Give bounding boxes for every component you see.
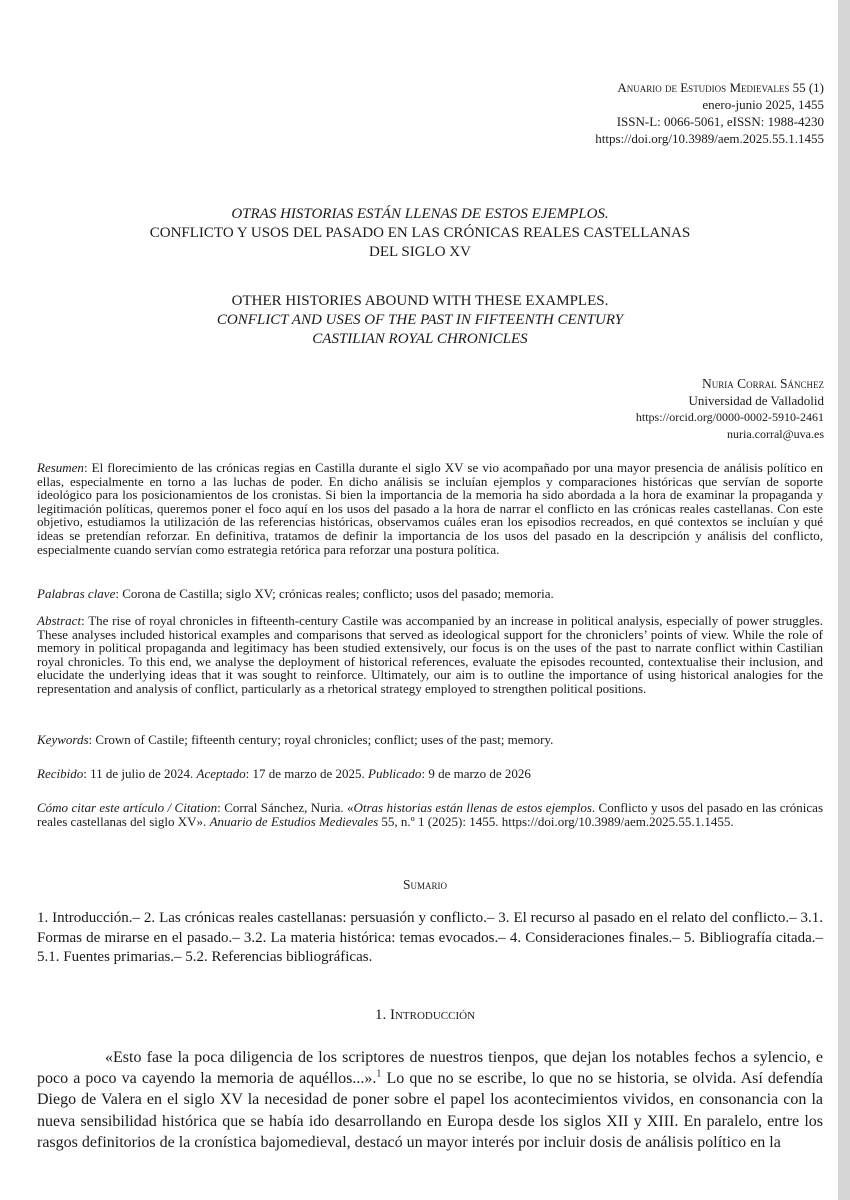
keywords-label: Keywords	[37, 732, 89, 747]
footnote-ref[interactable]: 1	[376, 1068, 382, 1080]
publicado-label: Publicado	[368, 766, 422, 781]
citation-rest: 55, n.º 1 (2025): 1455. https://doi.org/10.3989/aem.2025.55.1.1455.	[378, 813, 734, 829]
title-english	[40, 292, 800, 349]
author-affiliation: Universidad de Valladolid	[688, 393, 824, 408]
aceptado-label: Aceptado	[196, 766, 246, 781]
sumario-text: 1. Introducción.– 2. Las crónicas reales castellanas: persuasión y conflicto.– 3. El recurso al pasado en el relato del conflicto.– 3.1. Formas de mirarse en el pasado.– 3.2. La materia histórica: temas evocados.– 4. Consideraciones finales.– 5. Bibliografía citada.– 5.1. Fuentes primarias.– 5.2. Referencias bibliográficas.	[37, 910, 823, 965]
abstract-paragraph: Abstract: The rise of royal chronicles in fifteenth-century Castile was accompanied by an increase in political analysis, especially of power struggles. These analyses included historical examples and comparisons that served as ideological support for the chroniclers’ points of view. While the role of memory in political propaganda and legitimacy has been studied extensively, our focus is on the uses of the past to narrate conflict within Castilian royal chronicles. To this end, we analyse the deployment of historical references, evaluate the episodes recounted, contextualise their inclusion, and elucidate the underlying ideas that it was sought to reinforce. Ultimately, our aim is to outline the importance of using historical analogies for the representation and analysis of conflict, particularly as a rhetorical strategy employed to strengthen political positions.	[37, 613, 823, 696]
title-en-line2: CONFLICT AND USES OF THE PAST IN FIFTEENTH CENTURY	[216, 312, 624, 328]
palabras-clave-paragraph: Palabras clave: Corona de Castilla; siglo XV; crónicas reales; conflicto; usos del pasado; memoria.	[37, 586, 554, 601]
author-orcid-link[interactable]: https://orcid.org/0000-0002-5910-2461	[635, 410, 824, 424]
citation-title-rest: . Conflicto y usos del pasado en las crónicas reales castellanas del siglo XV».	[37, 800, 824, 829]
aceptado-date: 17 de marzo de 2025.	[252, 766, 365, 781]
citation-journal: Anuario de Estudios Medievales	[209, 813, 379, 829]
citation-title-italic: Otras historias están llenas de estos ejemplos	[353, 800, 592, 815]
citation-paragraph: Cómo citar este artículo / Citation: Corral Sánchez, Nuria. «Otras historias están llenas de estos ejemplos. Conflicto y usos del pasado en las crónicas reales castellanas del siglo XV». Anuario de Estudios Medievales 55, n.º 1 (2025): 1455. https://doi.org/10.3989/aem.2025.55.1.1455.	[37, 800, 824, 829]
title-en-line1: OTHER HISTORIES ABOUND WITH THESE EXAMPLES.	[231, 293, 609, 309]
dates-paragraph: Recibido: 11 de julio de 2024. Aceptado: 17 de marzo de 2025. Publicado: 9 de marzo de 2026	[37, 766, 531, 781]
abstract-text: The rise of royal chronicles in fifteenth-century Castile was accompanied by an increase in political analysis, especially of power struggles. These analyses included historical examples and comparisons that served as ideological support for the chroniclers’ points of view. While the role of memory in political propaganda and legitimacy has been studied extensively, our focus is on the uses of the past to narrate conflict within Castilian royal chronicles. To this end, we analyse the deployment of historical references, evaluate the episodes recounted, contextualise their inclusion, and elucidate the underlying ideas that it was sought to reinforce. Ultimately, our aim is to outline the importance of using historical analogies for the representation and analysis of conflict, particularly as a rhetorical strategy employed to strengthen political positions.	[37, 613, 823, 696]
journal-doi-link[interactable]: https://doi.org/10.3989/aem.2025.55.1.1455	[595, 131, 824, 146]
journal-issn: ISSN-L: 0066-5061, eISSN: 1988-4230	[616, 114, 824, 129]
title-es-line3: DEL SIGLO XV	[369, 244, 471, 260]
citation-label: Cómo citar este artículo / Citation	[37, 800, 218, 815]
citation-author: Corral Sánchez, Nuria. «	[224, 800, 354, 815]
publicado-date: 9 de marzo de 2026	[428, 766, 531, 781]
journal-name: Anuario de Estudios Medievales 55 (1)	[617, 80, 824, 95]
recibido-label: Recibido	[37, 766, 84, 781]
palabras-label: Palabras clave	[37, 586, 116, 601]
title-spanish	[40, 205, 800, 262]
resumen-text: El florecimiento de las crónicas regias en Castilla durante el siglo XV se vio acompañado por una mayor presencia de análisis político en ellas, especialmente en torno a las luchas de poder. En dicho análisis se incluían ejemplos y comparaciones históricas que servían de soporte ideológico para los posicionamientos de los cronistas. Si bien la importancia de la memoria ha sido abordada a la hora de examinar la propaganda y legitimación políticas, queremos poner el foco aquí en los usos del pasado a la hora de narrar el conflicto en las crónicas reales castellanas. Con este objetivo, estudiamos la utilización de las referencias históricas, observamos cuáles eran los episodios recreados, en qué contextos se incluían y qué ideas se pretendían reforzar. En definitiva, tratamos de definir la importancia de los usos del pasado en la descripción y análisis del conflicto, especialmente cuando servían como estrategia retórica para reforzar una postura política.	[37, 460, 823, 557]
keywords-text: Crown of Castile; fifteenth century; royal chronicles; conflict; uses of the past; memory.	[95, 732, 554, 747]
sumario-heading: Sumario	[402, 877, 447, 892]
resumen-label: Resumen	[37, 460, 84, 475]
keywords-paragraph: Keywords: Crown of Castile; fifteenth century; royal chronicles; conflict; uses of the past; memory.	[37, 732, 554, 747]
journal-issue: enero-junio 2025, 1455	[702, 97, 824, 112]
abstract-label: Abstract	[37, 613, 82, 628]
author-name: Nuria Corral Sánchez	[701, 376, 824, 391]
title-es-line2: CONFLICTO Y USOS DEL PASADO EN LAS CRÓNICAS REALES CASTELLANAS	[149, 225, 691, 241]
author-block	[636, 375, 824, 443]
author-email-link[interactable]: nuria.corral@uva.es	[726, 427, 824, 441]
introduccion-paragraph	[37, 1047, 823, 1153]
title-en-line3: CASTILIAN ROYAL CHRONICLES	[312, 331, 528, 347]
recibido-date: 11 de julio de 2024.	[90, 766, 194, 781]
intro-text: Lo que no se escribe, lo que no se historia, se olvida. Así defendía Diego de Valera en el siglo XV la necesidad de poner sobre el papel los acontecimientos vividos, en consonancia con la nueva sensibilidad histórica que se había ido desarrollando en Europa desde los siglos XII y XIII. En paralelo, entre los rasgos definitorios de la cronística bajomedieval, destacó un mayor interés por incluir dosis de análisis político en la	[37, 1070, 824, 1151]
resumen-paragraph: Resumen: El florecimiento de las crónicas regias en Castilla durante el siglo XV se vio acompañado por una mayor presencia de análisis político en ellas, especialmente en torno a las luchas de poder. En dicho análisis se incluían ejemplos y comparaciones históricas que servían de soporte ideológico para los posicionamientos de los cronistas. Si bien la importancia de la memoria ha sido abordada a la hora de examinar la propaganda y legitimación políticas, queremos poner el foco aquí en los usos del pasado a la hora de narrar el conflicto en las crónicas reales castellanas. Con este objetivo, estudiamos la utilización de las referencias históricas, observamos cuáles eran los episodios recreados, en qué contextos se incluían y qué ideas se pretendían reforzar. En definitiva, tratamos de definir la importancia de los usos del pasado en la descripción y análisis del conflicto, especialmente cuando servían como estrategia retórica para reforzar una postura política.	[37, 460, 823, 557]
title-es-line1: OTRAS HISTORIAS ESTÁN LLENAS DE ESTOS EJEMPLOS.	[231, 206, 609, 222]
section-heading-introduccion: 1. Introducción	[374, 1007, 476, 1023]
journal-header	[595, 79, 824, 147]
palabras-text: Corona de Castilla; siglo XV; crónicas reales; conflicto; usos del pasado; memoria.	[122, 586, 554, 601]
intro-quote: «Esto fase la poca diligencia de los scriptores de nuestros tienpos, que dejan los notables fechos a sylencio, e poco a poco va cayendo la memoria de aquéllos...».	[37, 1049, 823, 1088]
